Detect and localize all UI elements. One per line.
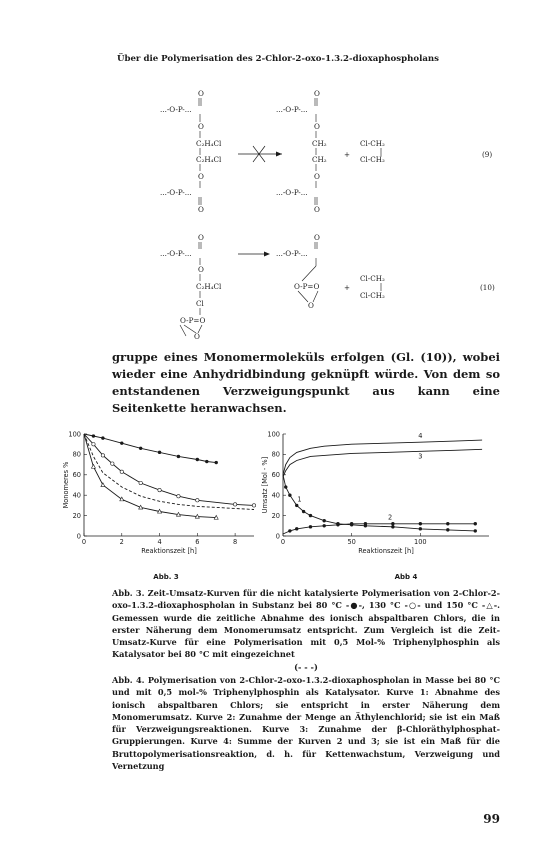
data-point [288, 494, 291, 497]
data-point [111, 462, 114, 465]
data-point [446, 522, 449, 525]
eq10-left-o-top: O [198, 233, 204, 242]
data-point [196, 458, 199, 461]
eq9-right-bottom-chain: ...-O-P-... [276, 188, 308, 197]
eq9-product-b: Cl-CH₂ [360, 155, 385, 164]
data-point [196, 499, 199, 502]
data-point [284, 485, 287, 488]
eq10-right-structure [276, 233, 320, 310]
eq9-right-o-mid: O [314, 122, 320, 131]
eq9-number: (9) [482, 150, 493, 159]
y-tick-label: 20 [72, 511, 81, 520]
y-tick-label: 60 [271, 471, 280, 480]
series-label: 4 [418, 432, 423, 441]
eq10-product-b: Cl-CH₂ [360, 291, 385, 300]
data-point [120, 470, 123, 473]
data-point [446, 528, 449, 531]
y-tick-label: 20 [271, 511, 280, 520]
caption-abb3-tail: (- - -) [294, 661, 318, 672]
eq9-left-group2: C₂H₄Cl [196, 155, 222, 164]
y-tick-label: 40 [72, 491, 81, 500]
data-point [158, 488, 161, 491]
data-point [309, 525, 312, 528]
data-point [474, 522, 477, 525]
caption-abb3 [112, 587, 500, 673]
data-point [177, 495, 180, 498]
eq10-arrow [238, 252, 270, 257]
data-point [302, 510, 305, 513]
eq10-left-structure [160, 233, 222, 340]
eq9-right-o-bottom: O [314, 205, 320, 214]
eq10-left-cl: Cl [196, 299, 204, 308]
eq9-product-a: Cl-CH₂ [360, 139, 385, 148]
eq10-left-top-chain: ...-O-P-... [160, 249, 192, 258]
data-point [323, 519, 326, 522]
data-point [364, 522, 367, 525]
data-point [295, 504, 298, 507]
y-tick-label: 0 [76, 532, 81, 541]
eq10-plus: + [344, 283, 351, 292]
eq9-right-o-mid2: O [314, 172, 320, 181]
eq9-left-top-chain: ...-O-P-... [160, 105, 192, 114]
eq10-number: (10) [480, 283, 495, 292]
data-point [288, 529, 291, 532]
x-axis-label: Reaktionszeit [h] [358, 547, 414, 555]
x-tick-label: 2 [119, 538, 124, 546]
reaction-scheme [0, 0, 556, 340]
eq10-product-a: Cl-CH₂ [360, 274, 385, 283]
y-tick-label: 80 [72, 450, 81, 459]
data-point [101, 436, 104, 439]
data-point [391, 522, 394, 525]
eq9-right-o-top: O [314, 89, 320, 98]
data-point [336, 523, 339, 526]
body-paragraph [112, 349, 500, 417]
caption-abb4-text: Abb. 4. Polymerisation von 2-Chlor-2-oxo-1.3.2-dioxaphospholan in Masse bei 80 °C und mit 0,5 mol-% Triphenylphosphin als Katalysator. Kurve 1: Abnahme des ionisch abspaltbaren Chlors; sie entspricht in erster Näherung dem Monomerumsatz. Kurve 2: Zunahme der Menge an Äthylenchlorid; sie ist ein Maß für Verzweigungsreaktionen. Kurve 3: Zunahme der β-Chloräthylphosphat-Gruppierungen. Kurve 4: Summe der Kurven 2 und 3; sie ist ein Maß für die Bruttopolymerisationsreaktion, d. h. für Kettenwachstum, Verzweigung und Vernetzung [112, 675, 500, 772]
body-text: gruppe eines Monomermoleküls erfolgen (Gl. (10)), wobei wieder eine Anhydridbindung geknüpft würde. Von dem so entstandenen Verzweigungspunkt aus kann eine Seitenkette heranwachsen. [112, 350, 500, 415]
caption-abb3-text: Abb. 3. Zeit-Umsatz-Kurven für die nicht katalysierte Polymerisation von 2-Chlor-2-oxo-1.3.2-dioxaphospholan in Substanz bei 80 °C -●-, 130 °C -○- und 150 °C -△-. Gemessen wurde die zeitliche Abnahme des ionisch abspaltbaren Chlors, die in erster Näherung dem Monomerumsatz entspricht. Zum Vergleich ist die Zeit-Umsatz-Kurve für eine Polymerisation mit 0,5 Mol-% Triphenylphosphin als Katalysator bei 80 °C mit eingezeichnet [112, 588, 500, 660]
eq9-left-o-top: O [198, 89, 204, 98]
eq10-right-ring-o: O [308, 301, 314, 310]
data-point [101, 483, 105, 487]
eq10-left-o-mid: O [198, 265, 204, 274]
series-label: 1 [297, 495, 302, 504]
data-point [391, 525, 394, 528]
eq9-left-bottom-chain: ...-O-P-... [160, 188, 192, 197]
eq9-right-ch2-a: CH₂ [312, 139, 327, 148]
eq9-left-o-mid: O [198, 122, 204, 131]
x-tick-label: 50 [347, 538, 356, 546]
data-point [91, 464, 95, 468]
x-tick-label: 8 [233, 538, 238, 546]
y-tick-label: 40 [271, 491, 280, 500]
series-line [84, 434, 254, 510]
x-tick-label: 4 [157, 538, 162, 546]
chart-abb4-label: Abb 4 [394, 573, 418, 581]
y-tick-label: 100 [267, 430, 280, 439]
eq10-left-group1: C₂H₄Cl [196, 282, 222, 291]
caption-abb4 [112, 674, 500, 772]
page-number: 99 [483, 812, 500, 826]
data-point [323, 524, 326, 527]
chart-abb3 [52, 426, 272, 571]
y-axis-label: Umsatz [Mol - %] [261, 456, 269, 514]
eq9-right-structure [276, 89, 327, 214]
data-point [177, 455, 180, 458]
y-axis-label: Monomeres % [62, 461, 70, 509]
data-point [139, 481, 142, 484]
data-point [139, 447, 142, 450]
data-point [419, 522, 422, 525]
eq10-left-ring-p: O-P=O [180, 316, 206, 325]
eq9-right-top-chain: ...-O-P-... [276, 105, 308, 114]
series-line [84, 434, 216, 518]
eq10-right-top-chain: ...-O-P-... [276, 249, 308, 258]
eq9-blocked-arrow [238, 146, 282, 162]
eq9-left-o-bottom: O [198, 205, 204, 214]
series-line [84, 434, 254, 505]
y-tick-label: 80 [271, 450, 280, 459]
eq10-right-o-top: O [314, 233, 320, 242]
data-point [233, 503, 236, 506]
eq10-right-ring-p: O-P=O [294, 282, 320, 291]
data-point [419, 527, 422, 530]
data-point [350, 522, 353, 525]
data-point [120, 441, 123, 444]
eq9-right-ch2-b: CH₂ [312, 155, 327, 164]
series-line [283, 440, 482, 475]
x-tick-label: 0 [81, 538, 87, 546]
eq9-left-structure [160, 89, 222, 214]
data-point [215, 461, 218, 464]
data-point [309, 514, 312, 517]
x-tick-label: 100 [414, 538, 427, 546]
chart-abb3-label: Abb. 3 [153, 573, 179, 581]
x-tick-label: 0 [280, 538, 286, 546]
chart-abb4 [245, 426, 505, 571]
y-tick-label: 60 [72, 471, 81, 480]
series-label: 2 [388, 513, 393, 522]
y-tick-label: 100 [68, 430, 81, 439]
series-line [283, 475, 475, 531]
y-tick-label: 0 [275, 532, 280, 541]
series-label: 3 [418, 452, 423, 461]
eq9-left-group1: C₂H₄Cl [196, 139, 222, 148]
data-point [205, 460, 208, 463]
data-point [92, 443, 95, 446]
series-line [283, 449, 482, 477]
eq10-left-ring-o: O [194, 332, 200, 340]
eq9-plus: + [344, 150, 351, 159]
running-header: Über die Polymerisation des 2-Chlor-2-oxo-1.3.2-dioxaphospholans [116, 54, 440, 64]
data-point [295, 527, 298, 530]
data-point [158, 451, 161, 454]
data-point [92, 434, 95, 437]
data-point [101, 454, 104, 457]
x-axis-label: Reaktionszeit [h] [141, 547, 197, 555]
x-tick-label: 6 [195, 538, 200, 546]
data-point [474, 529, 477, 532]
eq9-left-o-mid2: O [198, 172, 204, 181]
data-point [120, 497, 124, 501]
